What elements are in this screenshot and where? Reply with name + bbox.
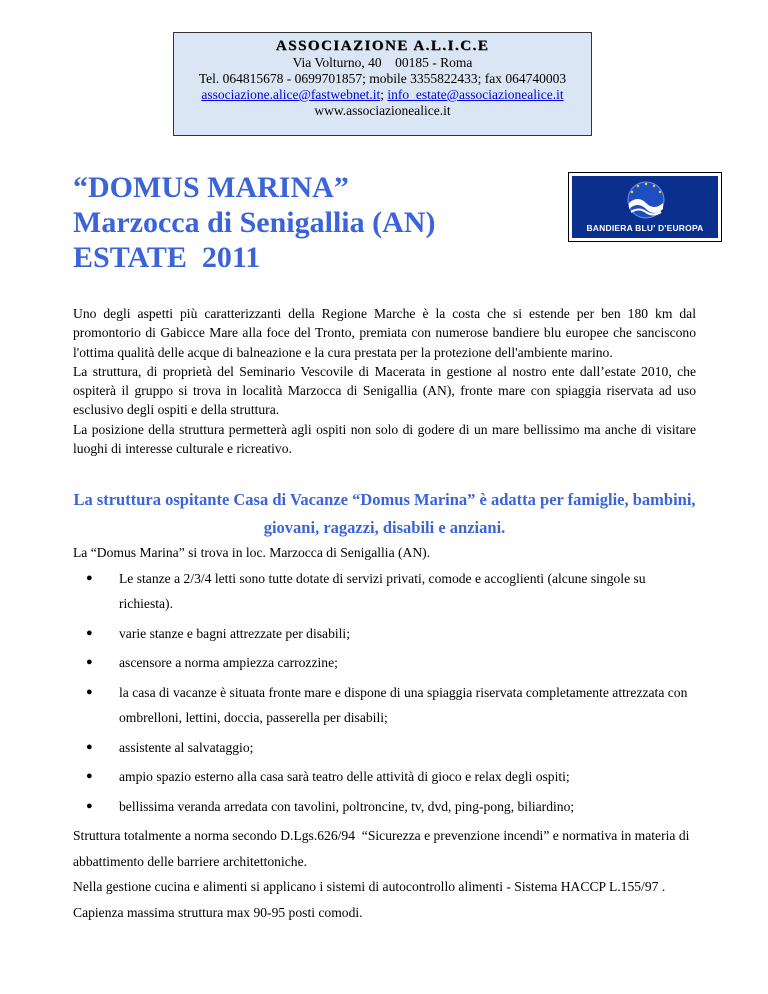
feature-item	[73, 566, 696, 617]
feature-item	[73, 680, 696, 731]
feature-text: ampio spazio esterno alla casa sarà teatro delle attività di gioco e relax degli ospiti;	[119, 769, 570, 784]
location-line: La “Domus Marina” si trova in loc. Marzocca di Senigallia (AN).	[73, 545, 431, 560]
safety-norms: Struttura totalmente a norma secondo D.Lgs.626/94 “Sicurezza e prevenzione incendi” e normativa in materia di abbattimento delle barriere architettoniche.	[73, 828, 693, 869]
association-address: Via Volturno, 40 00185 - Roma	[292, 55, 473, 70]
feature-item	[73, 650, 696, 676]
feature-text: assistente al salvataggio;	[119, 739, 254, 755]
bullet-icon: ●	[86, 626, 93, 639]
title-line-name: “DOMUS MARINA”	[73, 171, 349, 204]
section-title: La struttura ospitante Casa di Vacanze “Domus Marina” è adatta per famiglie, bambini, giovani, ragazzi, disabili e anziani.	[73, 490, 696, 537]
feature-text: ascensore a norma ampiezza carrozzine;	[119, 655, 338, 670]
association-name: ASSOCIAZIONE A.L.I.C.E	[275, 38, 490, 54]
blue-flag-logo	[568, 172, 722, 242]
structure-description	[73, 540, 696, 925]
feature-text: varie stanze e bagni attrezzate per disabili;	[119, 625, 350, 641]
feature-item	[73, 621, 696, 647]
intro-text	[73, 304, 696, 458]
feature-text: la casa di vacanze è situata fronte mare e dispone di una spiaggia riservata completamente attrezzata con ombrelloni, lettini, doccia, passerella per disabili;	[119, 684, 688, 725]
feature-item	[73, 735, 696, 761]
blue-flag-emblem	[572, 176, 718, 238]
intro-paragraph: Uno degli aspetti più caratterizzanti della Regione Marche è la costa che si estende per ben 180 km dal promontorio di Gabicce Mare alla foce del Tronto, premiata con numerose bandiere blu europee che sanciscono l'ottima qualità delle acque di balneazione e la cura prestata per la protezione dell'ambiente marino.	[73, 306, 696, 360]
capacity-note: Capienza massima struttura max 90-95 posti comodi.	[73, 904, 363, 920]
email-link-alice[interactable]: associazione.alice@fastwebnet.it	[201, 87, 381, 102]
association-website: www.associazionealice.it	[314, 103, 451, 118]
intro-paragraph: La struttura, di proprietà del Seminario Vescovile di Macerata in gestione al nostro ente dall’estate 2010, che ospiterà il gruppo si trova in località Marzocca di Senigallia (AN), fronte mare con spiaggia riservata ad uso esclusivo degli ospiti e della struttura.	[73, 363, 696, 418]
title-line-season: ESTATE 2011	[73, 241, 261, 274]
intro-paragraph: La posizione della struttura permetterà agli ospiti non solo di godere di un mare bellissimo ma anche di visitare luoghi di interesse culturale e ricreativo.	[73, 421, 696, 457]
bullet-icon: ●	[86, 656, 93, 668]
bullet-icon: ●	[86, 571, 93, 584]
feature-text: Le stanze a 2/3/4 letti sono tutte dotate di servizi privati, comode e accoglienti (alcune singole su richiesta).	[119, 570, 646, 611]
bullet-icon: ●	[86, 799, 93, 812]
blue-flag-caption: BANDIERA BLU' D'EUROPA	[586, 223, 704, 233]
feature-list	[73, 566, 696, 820]
haccp-note: Nella gestione cucina e alimenti si applicano i sistemi di autocontrollo alimenti - Sistema HACCP L.155/97 .	[73, 879, 666, 894]
feature-item	[73, 764, 696, 790]
document-title	[73, 170, 435, 275]
bullet-icon: ●	[86, 685, 93, 698]
feature-text: bellissima veranda arredata con tavolini, poltroncine, tv, dvd, ping-pong, biliardino;	[119, 798, 575, 814]
association-emails	[174, 87, 591, 103]
email-separator: ;	[380, 87, 388, 102]
association-header	[173, 32, 592, 136]
feature-item	[73, 794, 696, 820]
title-line-place: Marzocca di Senigallia (AN)	[73, 206, 436, 239]
association-phones: Tel. 064815678 - 0699701857; mobile 3355822433; fax 064740003	[198, 71, 567, 86]
bullet-icon: ●	[86, 770, 93, 782]
bullet-icon: ●	[86, 740, 93, 753]
email-link-estate[interactable]: info_estate@associazionealice.it	[387, 87, 564, 102]
